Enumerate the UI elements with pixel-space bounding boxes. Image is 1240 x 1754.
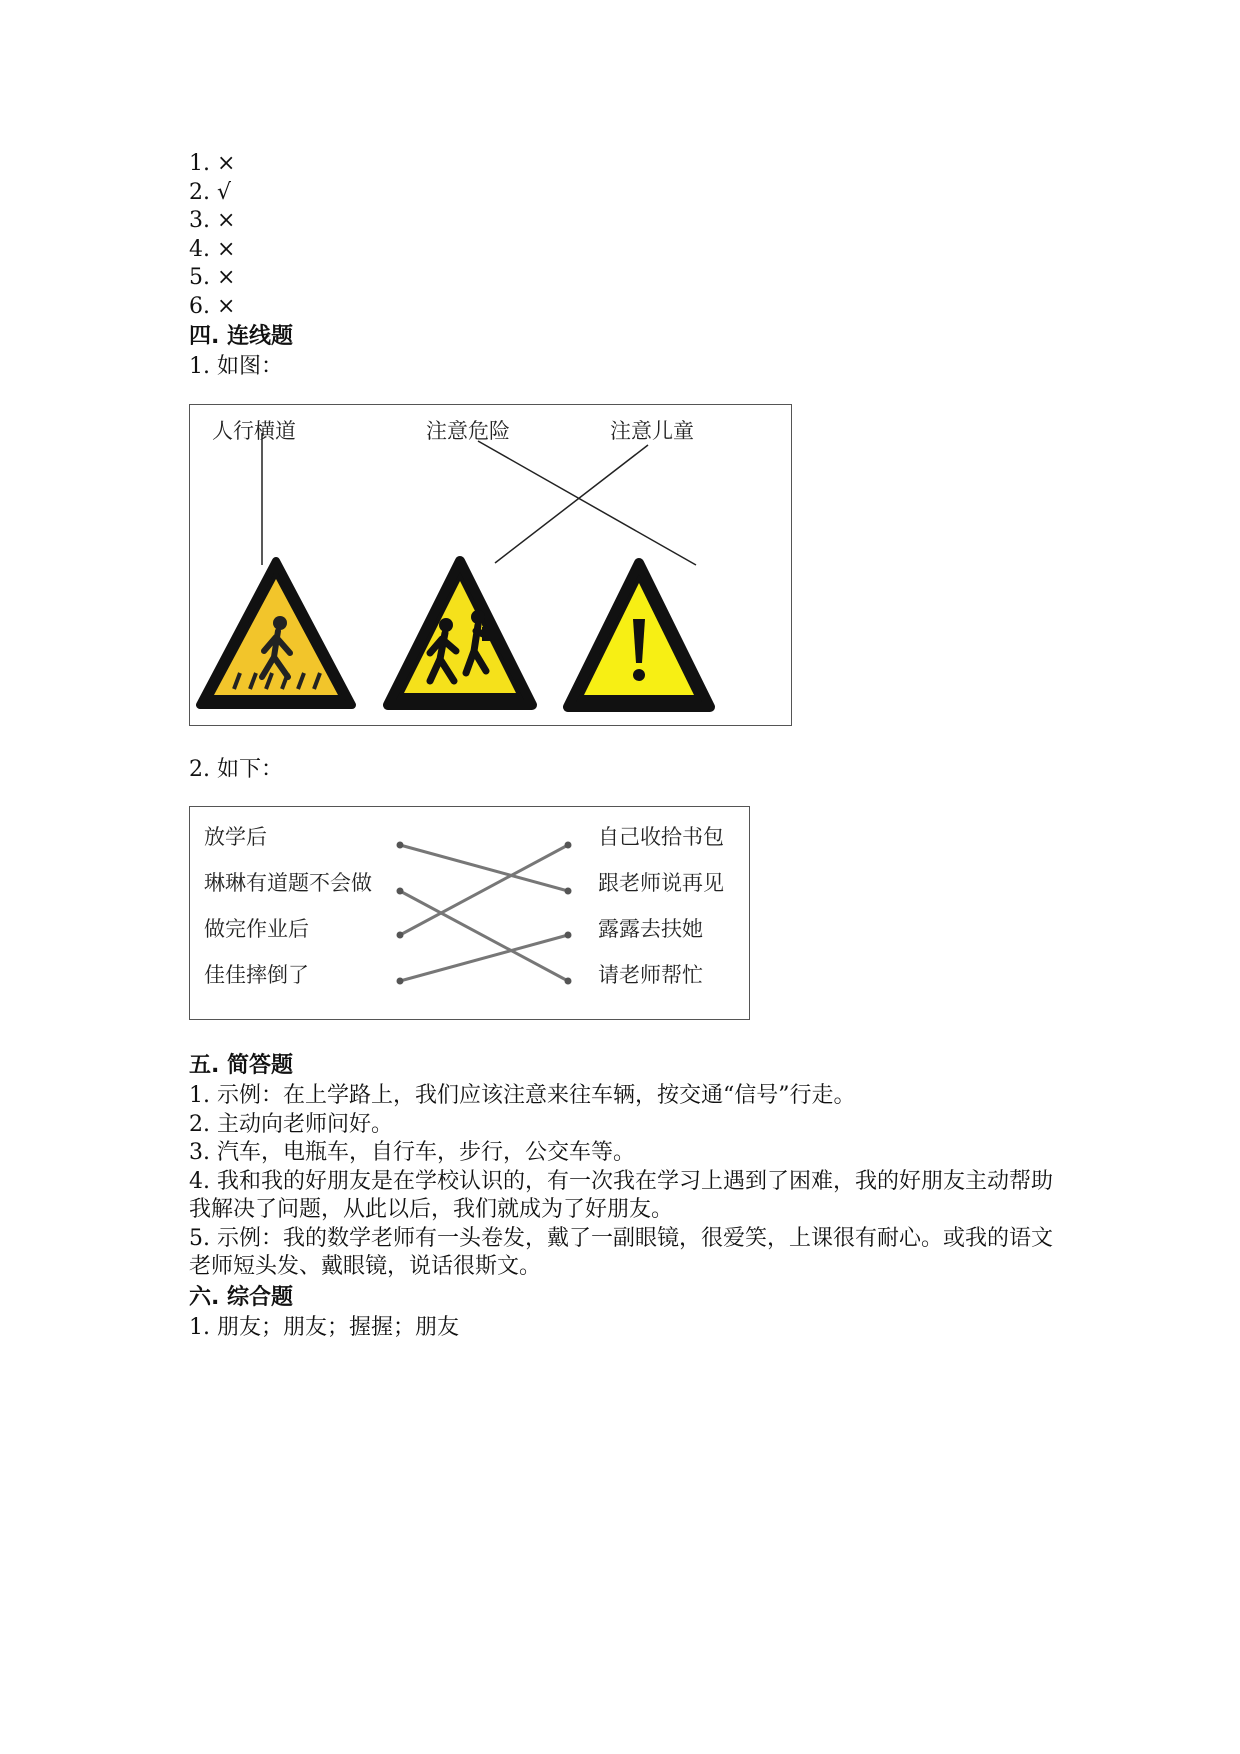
answer-line: 6. × (189, 293, 236, 319)
children-crossing-sign-icon (388, 561, 532, 705)
match-line (495, 445, 648, 563)
traffic-sign-matching-figure (189, 404, 792, 726)
match-line (400, 891, 568, 981)
answer-paragraph: 1. 朋友；朋友；握握；朋友 (189, 1314, 459, 1340)
answer-paragraph: 5. 示例：我的数学老师有一头卷发，戴了一副眼镜，很爱笑，上课很有耐心。或我的语文老师短头发、戴眼镜，说话很斯文。 (189, 1225, 1053, 1279)
answer-line: 3. × (189, 208, 236, 233)
answer-line: 5. × (189, 265, 236, 290)
match-line (400, 935, 568, 981)
section-heading-short-answer: 五. 简答题 (189, 1053, 294, 1078)
exclamation-warning-sign-icon (568, 563, 710, 707)
right-item: 自己收拾书包 (598, 825, 724, 849)
answer-paragraph: 2. 主动向老师问好。 (189, 1111, 393, 1137)
label-caution-children: 注意儿童 (610, 418, 694, 443)
left-item: 做完作业后 (204, 917, 309, 941)
figure1-drawing (190, 405, 791, 725)
right-item: 跟老师说再见 (598, 871, 724, 895)
match-line (400, 845, 568, 935)
label-pedestrian-crossing: 人行横道 (212, 418, 296, 443)
match-line (400, 845, 568, 891)
answer-page (189, 150, 1069, 1342)
judgement-answers (189, 150, 1069, 321)
pedestrian-crossing-sign-icon (200, 561, 352, 705)
answer-paragraph: 3. 汽车，电瓶车，自行车，步行，公交车等。 (189, 1140, 635, 1165)
left-item: 放学后 (204, 825, 267, 849)
activity-matching-figure (189, 806, 750, 1020)
section-heading-matching: 四. 连线题 (189, 324, 294, 349)
question-label: 1. 如图： (189, 354, 283, 379)
answer-line: 1. × (189, 151, 236, 176)
question-label: 2. 如下： (189, 756, 283, 782)
answer-line: 4. × (189, 236, 236, 262)
answer-line: 2. √ (189, 179, 232, 205)
left-item: 琳琳有道题不会做 (204, 871, 372, 895)
right-item: 请老师帮忙 (598, 963, 703, 987)
answer-paragraph: 1. 示例：在上学路上，我们应该注意来往车辆，按交通“信号”行走。 (189, 1083, 856, 1108)
section-heading-comprehensive: 六. 综合题 (189, 1284, 294, 1310)
figure2-lines (190, 807, 749, 1019)
right-item: 露露去扶她 (598, 917, 703, 941)
label-caution-danger: 注意危险 (426, 418, 510, 443)
left-item: 佳佳摔倒了 (204, 963, 309, 987)
answer-paragraph: 4. 我和我的好朋友是在学校认识的，有一次我在学习上遇到了困难，我的好朋友主动帮助我解决了问题，从此以后，我们就成为了好朋友。 (189, 1168, 1053, 1222)
match-line (478, 441, 696, 565)
